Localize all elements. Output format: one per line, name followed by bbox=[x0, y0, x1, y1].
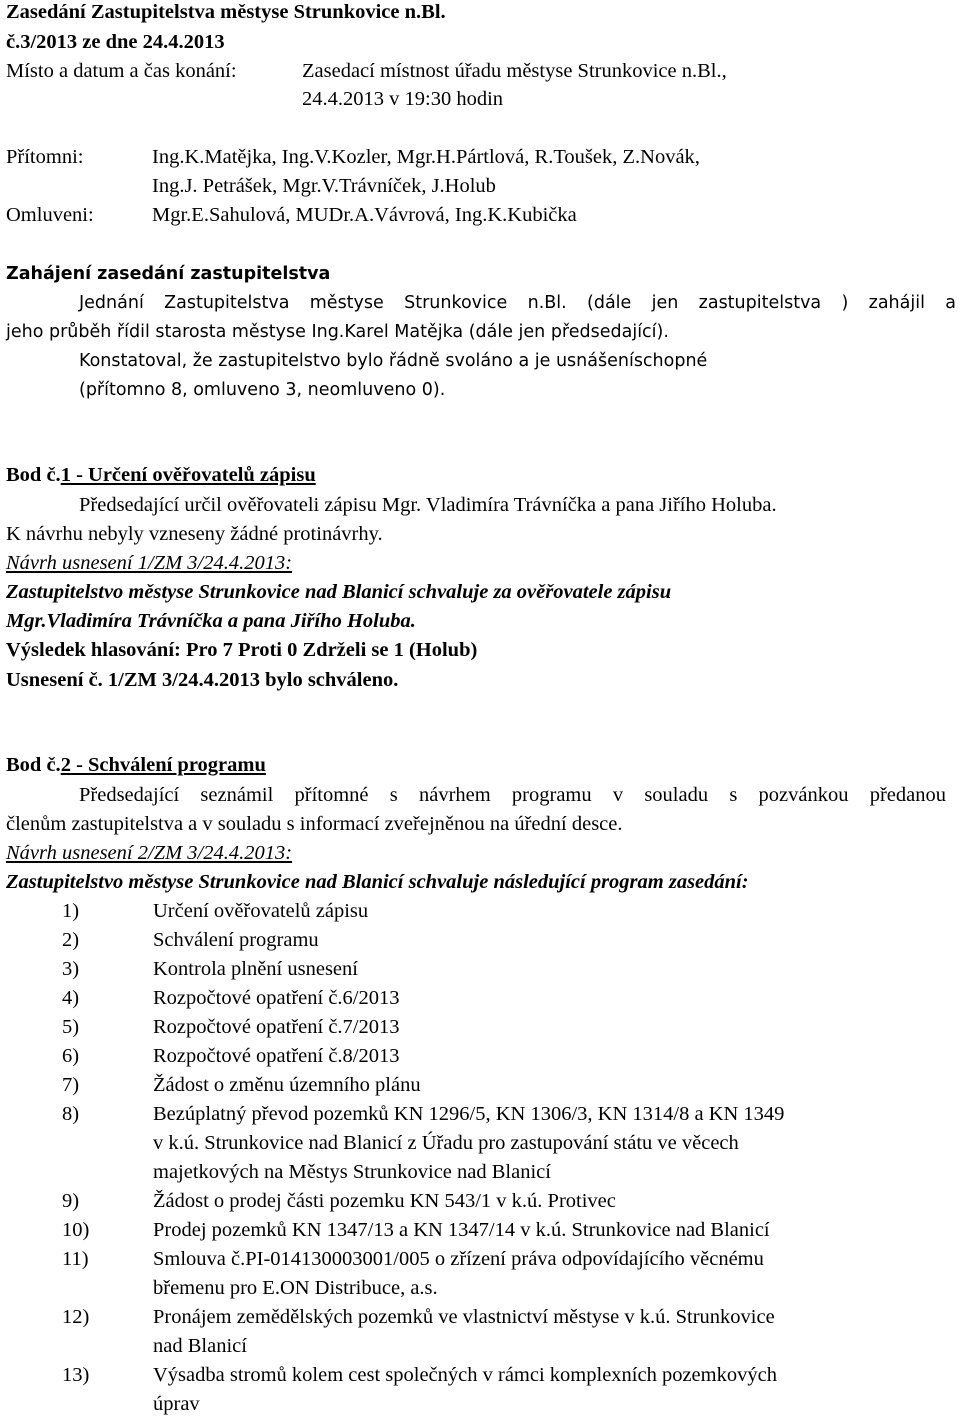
program-item-text: Prodej pozemků KN 1347/13 a KN 1347/14 v k.ú. Strunkovice nad Blanicí bbox=[153, 1219, 770, 1241]
program-item-text: Žádost o prodej části pozemku KN 543/1 v k.ú. Protivec bbox=[153, 1190, 616, 1212]
place-value: Zasedací místnost úřadu městyse Strunkovice n.Bl., bbox=[302, 60, 727, 82]
item1-proposal-label: Návrh usnesení 1/ZM 3/24.4.2013: bbox=[6, 552, 293, 574]
program-item-text: Určení ověřovatelů zápisu bbox=[153, 900, 369, 922]
opening-text-line1: Jednání Zastupitelstva městyse Strunkovice n.Bl. (dále jen zastupitelstva ) zahájil a bbox=[79, 293, 956, 313]
program-item-number: 6) bbox=[62, 1045, 80, 1067]
program-item-text: Rozpočtové opatření č.6/2013 bbox=[153, 987, 400, 1009]
program-item-text: Kontrola plnění usnesení bbox=[153, 958, 358, 980]
program-item-text: v k.ú. Strunkovice nad Blanicí z Úřadu pro zastupování státu ve věcech bbox=[153, 1132, 739, 1154]
item1-proposal-line1: Zastupitelstvo městyse Strunkovice nad Blanicí schvaluje za ověřovatele zápisu bbox=[6, 581, 672, 603]
program-item-text: Bezúplatný převod pozemků KN 1296/5, KN 1306/3, KN 1314/8 a KN 1349 bbox=[153, 1103, 785, 1125]
present-list-line1: Ing.K.Matějka, Ing.V.Kozler, Mgr.H.Pártlová, R.Toušek, Z.Novák, bbox=[152, 146, 700, 168]
present-list-line2: Ing.J. Petrášek, Mgr.V.Trávníček, J.Holub bbox=[152, 175, 496, 197]
item1-text-line1: Předsedající určil ověřovateli zápisu Mgr. Vladimíra Trávníčka a pana Jiřího Holuba. bbox=[79, 494, 777, 516]
program-item-text: Žádost o změnu územního plánu bbox=[153, 1074, 421, 1096]
program-item-number: 7) bbox=[62, 1074, 80, 1096]
item2-heading-prefix: Bod č. bbox=[6, 754, 61, 776]
program-item-number: 4) bbox=[62, 987, 80, 1009]
program-item-text: majetkových na Městys Strunkovice nad Blanicí bbox=[153, 1161, 551, 1183]
item2-proposal-text: Zastupitelstvo městyse Strunkovice nad Blanicí schvaluje následující program zasedání: bbox=[6, 871, 749, 893]
opening-text-line3: Konstatoval, že zastupitelstvo bylo řádně svoláno a je usnášeníschopné bbox=[79, 351, 708, 371]
present-label: Přítomni: bbox=[6, 146, 84, 168]
item1-heading bbox=[6, 463, 316, 487]
item2-heading bbox=[6, 753, 266, 777]
program-item-number: 10) bbox=[62, 1219, 90, 1241]
program-item-number: 1) bbox=[62, 900, 80, 922]
program-item-text: úprav bbox=[153, 1393, 200, 1415]
program-item-number: 2) bbox=[62, 929, 80, 951]
item2-text-line2: členům zastupitelstva a v souladu s informací zveřejněnou na úřední desce. bbox=[6, 813, 623, 835]
item1-resolution: Usnesení č. 1/ZM 3/24.4.2013 bylo schváleno. bbox=[6, 669, 399, 691]
place-label: Místo a datum a čas konání: bbox=[6, 60, 237, 82]
program-item-text: Rozpočtové opatření č.8/2013 bbox=[153, 1045, 400, 1067]
item1-text-line2: K návrhu nebyly vzneseny žádné protinávrhy. bbox=[6, 523, 383, 545]
item1-vote-result: Výsledek hlasování: Pro 7 Proti 0 Zdrželi se 1 (Holub) bbox=[6, 639, 478, 661]
program-item-number: 8) bbox=[62, 1103, 80, 1125]
opening-text-line2: jeho průběh řídil starosta městyse Ing.Karel Matějka (dále jen předsedající). bbox=[6, 322, 669, 342]
date-value: 24.4.2013 v 19:30 hodin bbox=[302, 88, 504, 110]
document-subtitle: č.3/2013 ze dne 24.4.2013 bbox=[6, 31, 225, 53]
item1-heading-text: 1 - Určení ověřovatelů zápisu bbox=[60, 464, 316, 486]
program-item-number: 5) bbox=[62, 1016, 80, 1038]
item1-proposal-line2: Mgr.Vladimíra Trávníčka a pana Jiřího Holuba. bbox=[6, 610, 416, 632]
item1-heading-prefix: Bod č. bbox=[6, 464, 61, 486]
program-item-number: 11) bbox=[62, 1248, 89, 1270]
program-item-number: 12) bbox=[62, 1306, 90, 1328]
program-item-text: Pronájem zemědělských pozemků ve vlastnictví městyse v k.ú. Strunkovice bbox=[153, 1306, 775, 1328]
program-item-number: 9) bbox=[62, 1190, 80, 1212]
opening-text-line4: (přítomno 8, omluveno 3, neomluveno 0). bbox=[79, 380, 446, 400]
item2-text-line1: Předsedající seznámil přítomné s návrhem programu v souladu s pozvánkou předanou bbox=[79, 784, 946, 806]
opening-heading: Zahájení zasedání zastupitelstva bbox=[6, 264, 331, 284]
program-item-number: 3) bbox=[62, 958, 80, 980]
item2-proposal-label: Návrh usnesení 2/ZM 3/24.4.2013: bbox=[6, 842, 293, 864]
program-item-number: 13) bbox=[62, 1364, 90, 1386]
program-item-text: Rozpočtové opatření č.7/2013 bbox=[153, 1016, 400, 1038]
program-item-text: Smlouva č.PI-014130003001/005 o zřízení práva odpovídajícího věcnému bbox=[153, 1248, 764, 1270]
program-item-text: břemenu pro E.ON Distribuce, a.s. bbox=[153, 1277, 438, 1299]
document-title: Zasedání Zastupitelstva městyse Strunkovice n.Bl. bbox=[6, 1, 446, 23]
program-item-text: Schválení programu bbox=[153, 929, 319, 951]
program-item-text: nad Blanicí bbox=[153, 1335, 247, 1357]
program-item-text: Výsadba stromů kolem cest společných v rámci komplexních pozemkových bbox=[153, 1364, 777, 1386]
excused-label: Omluveni: bbox=[6, 204, 94, 226]
item2-heading-text: 2 - Schválení programu bbox=[60, 754, 266, 776]
excused-list: Mgr.E.Sahulová, MUDr.A.Vávrová, Ing.K.Kubička bbox=[152, 204, 577, 226]
